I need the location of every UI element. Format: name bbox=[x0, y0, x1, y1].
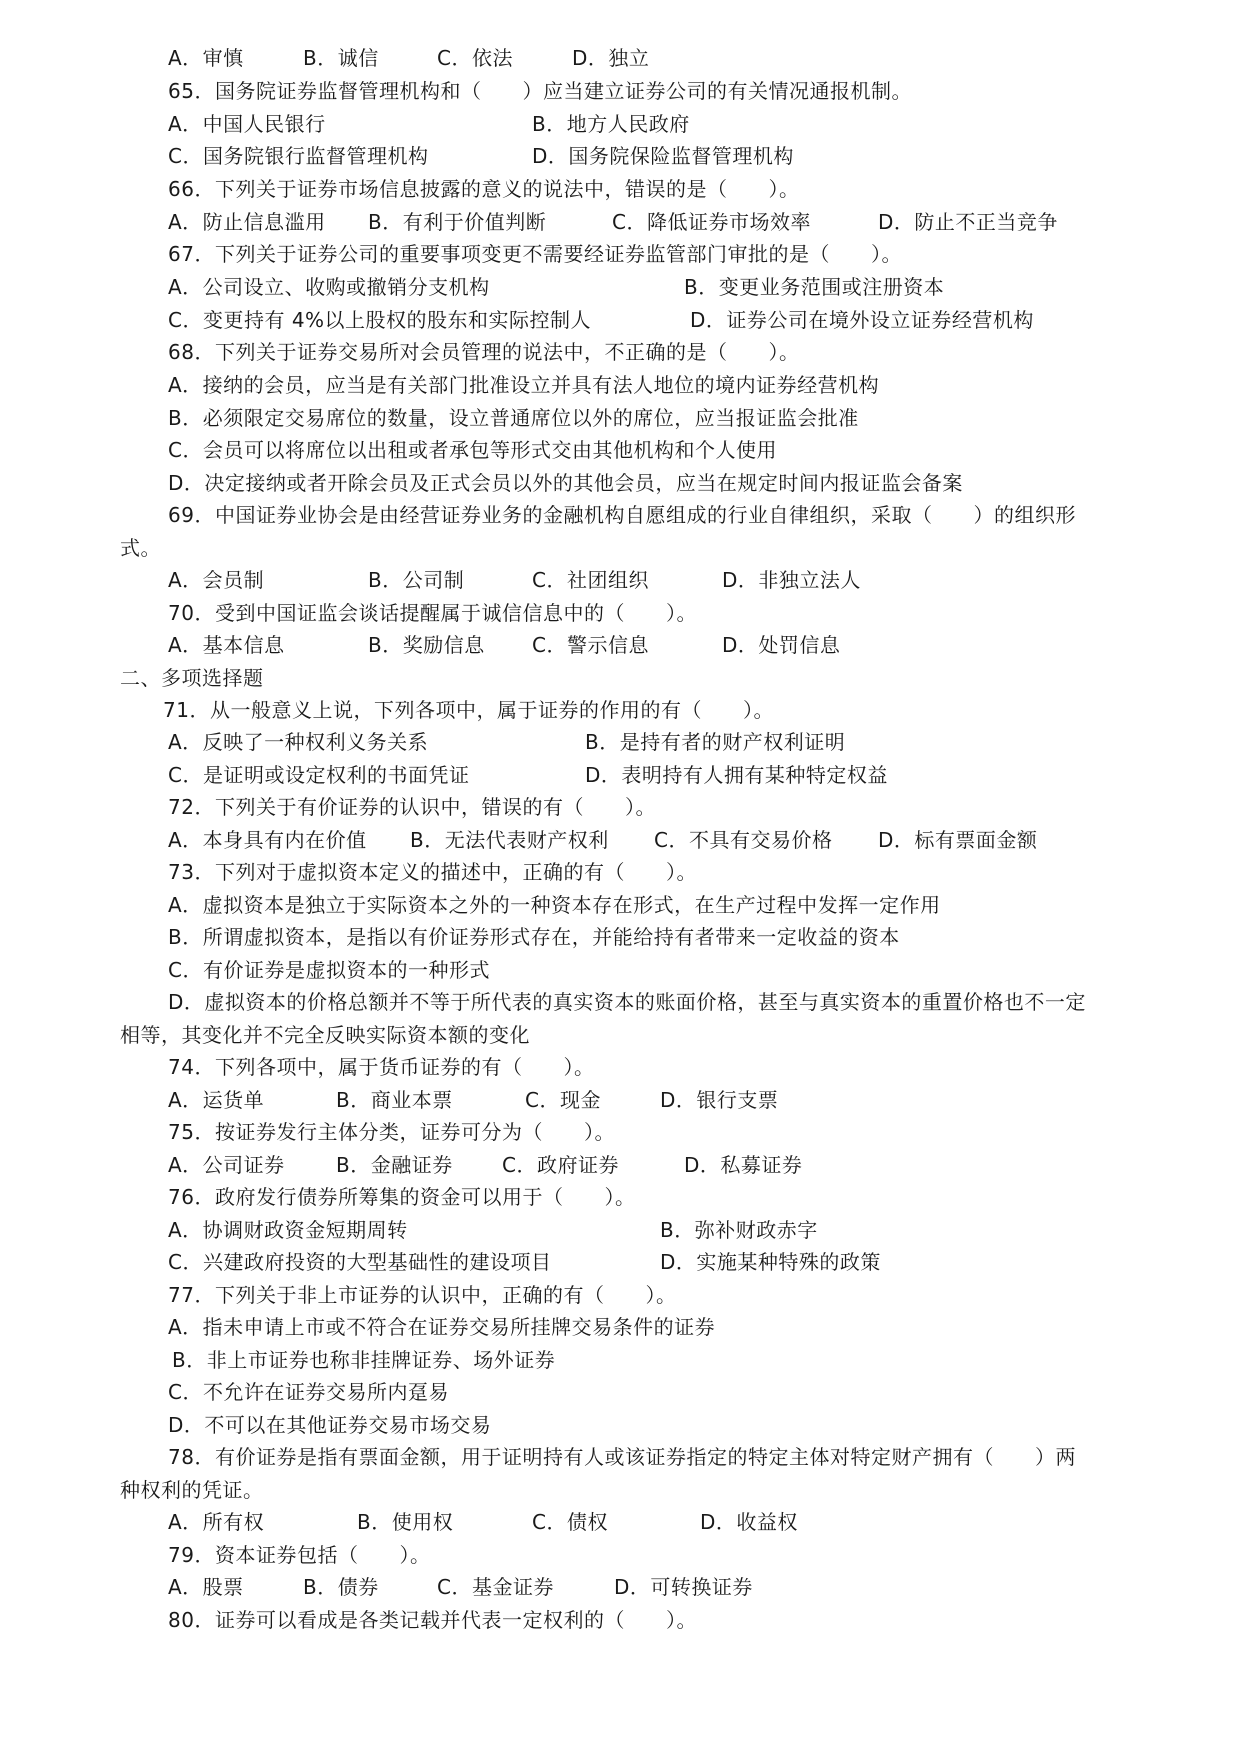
text-line bbox=[0, 662, 1241, 695]
text-line bbox=[0, 1604, 1241, 1637]
option-text: A．虚拟资本是独立于实际资本之外的一种资本存在形式，在生产过程中发挥一定作用 bbox=[168, 893, 941, 917]
option-text: C．会员可以将席位以出租或者承包等形式交由其他机构和个人使用 bbox=[168, 438, 777, 462]
option-text: B．诚信 bbox=[303, 46, 379, 70]
option-text: A．协调财政资金短期周转 bbox=[168, 1218, 408, 1242]
text-line bbox=[0, 1311, 1241, 1344]
text-line bbox=[0, 1376, 1241, 1409]
option-text: C．政府证券 bbox=[502, 1153, 619, 1177]
question-text: 67．下列关于证券公司的重要事项变更不需要经证券监管部门审批的是（ ）。 bbox=[168, 242, 902, 266]
text-line bbox=[0, 1246, 1241, 1279]
text-line bbox=[0, 1539, 1241, 1572]
text-line bbox=[0, 1149, 1241, 1182]
option-text: A．会员制 bbox=[168, 568, 265, 592]
option-text: B．奖励信息 bbox=[368, 633, 485, 657]
text-line bbox=[0, 532, 1241, 565]
text-line bbox=[0, 889, 1241, 922]
text-line bbox=[0, 499, 1241, 532]
option-text: B．非上市证券也称非挂牌证券、场外证券 bbox=[172, 1348, 556, 1372]
text-line bbox=[0, 1181, 1241, 1214]
text-line bbox=[0, 694, 1241, 727]
question-text: 71．从一般意义上说，下列各项中，属于证券的作用的有（ ）。 bbox=[163, 698, 774, 722]
option-text: C．基金证券 bbox=[437, 1575, 554, 1599]
text-line bbox=[0, 1279, 1241, 1312]
option-text: D．可转换证券 bbox=[614, 1575, 753, 1599]
option-text: C．依法 bbox=[437, 46, 513, 70]
option-text: C．是证明或设定权利的书面凭证 bbox=[168, 763, 470, 787]
option-text: C．不具有交易价格 bbox=[654, 828, 833, 852]
question-text: 76．政府发行债券所筹集的资金可以用于（ ）。 bbox=[168, 1185, 636, 1209]
option-text: B．无法代表财产权利 bbox=[410, 828, 609, 852]
option-text: A．中国人民银行 bbox=[168, 112, 326, 136]
option-text: B．有利于价值判断 bbox=[368, 210, 547, 234]
text-line bbox=[0, 108, 1241, 141]
option-text: D．独立 bbox=[572, 46, 650, 70]
option-text: C．不允许在证券交易所内趸易 bbox=[168, 1380, 449, 1404]
text-line bbox=[0, 140, 1241, 173]
text-line bbox=[0, 726, 1241, 759]
option-text: C．有价证券是虚拟资本的一种形式 bbox=[168, 958, 490, 982]
text-line bbox=[0, 402, 1241, 435]
option-text: A．公司设立、收购或撤销分支机构 bbox=[168, 275, 490, 299]
option-text: C．债权 bbox=[532, 1510, 608, 1534]
option-text: D．不可以在其他证券交易市场交易 bbox=[168, 1413, 492, 1437]
option-text: D．实施某种特殊的政策 bbox=[660, 1250, 881, 1274]
option-text: A．本身具有内在价值 bbox=[168, 828, 367, 852]
text-line bbox=[0, 1344, 1241, 1377]
text-line bbox=[0, 1051, 1241, 1084]
text-line bbox=[0, 986, 1241, 1019]
option-text: A．运货单 bbox=[168, 1088, 265, 1112]
text-line bbox=[0, 921, 1241, 954]
text-line bbox=[0, 1506, 1241, 1539]
question-text: 79．资本证券包括（ ）。 bbox=[168, 1543, 431, 1567]
option-text: B．是持有者的财产权利证明 bbox=[585, 730, 846, 754]
option-text: A．防止信息滥用 bbox=[168, 210, 326, 234]
text-line bbox=[0, 271, 1241, 304]
text-line bbox=[0, 1441, 1241, 1474]
option-text: A．接纳的会员，应当是有关部门批准设立并具有法人地位的境内证券经营机构 bbox=[168, 373, 880, 397]
question-text: 74．下列各项中，属于货币证券的有（ ）。 bbox=[168, 1055, 595, 1079]
text-line bbox=[0, 369, 1241, 402]
option-text: D．非独立法人 bbox=[722, 568, 861, 592]
text-line bbox=[0, 759, 1241, 792]
text-line bbox=[0, 791, 1241, 824]
text-line bbox=[0, 629, 1241, 662]
text-line bbox=[0, 1571, 1241, 1604]
question-text: 80．证券可以看成是各类记载并代表一定权利的（ ）。 bbox=[168, 1608, 697, 1632]
option-text: C．降低证券市场效率 bbox=[612, 210, 811, 234]
text-line bbox=[0, 597, 1241, 630]
option-text: B．必须限定交易席位的数量，设立普通席位以外的席位，应当报证监会批准 bbox=[168, 406, 859, 430]
option-text: A．公司证券 bbox=[168, 1153, 285, 1177]
option-text: D．证券公司在境外设立证券经营机构 bbox=[690, 308, 1034, 332]
question-text: 72．下列关于有价证券的认识中，错误的有（ ）。 bbox=[168, 795, 656, 819]
text-line bbox=[0, 304, 1241, 337]
text-line bbox=[0, 336, 1241, 369]
option-text: D．表明持有人拥有某种特定权益 bbox=[585, 763, 888, 787]
option-text: A．所有权 bbox=[168, 1510, 265, 1534]
option-text: D．私募证券 bbox=[684, 1153, 803, 1177]
question-text: 69．中国证券业协会是由经营证券业务的金融机构自愿组成的行业自律组织，采取（ ）的组织形 bbox=[168, 503, 1076, 527]
option-text: D．虚拟资本的价格总额并不等于所代表的真实资本的账面价格，甚至与真实资本的重置价格也不一定 bbox=[168, 990, 1086, 1014]
text-line bbox=[0, 42, 1241, 75]
option-text: B．弥补财政赤字 bbox=[660, 1218, 818, 1242]
text-line bbox=[0, 75, 1241, 108]
question-text: 66．下列关于证券市场信息披露的意义的说法中，错误的是（ ）。 bbox=[168, 177, 800, 201]
option-text: D．决定接纳或者开除会员及正式会员以外的其他会员，应当在规定时间内报证监会备案 bbox=[168, 471, 963, 495]
option-text: D．国务院保险监督管理机构 bbox=[532, 144, 794, 168]
option-text: A．股票 bbox=[168, 1575, 244, 1599]
option-text: A．审慎 bbox=[168, 46, 244, 70]
text-line bbox=[0, 1116, 1241, 1149]
question-text: 73．下列对于虚拟资本定义的描述中，正确的有（ ）。 bbox=[168, 860, 697, 884]
option-text: B．公司制 bbox=[368, 568, 465, 592]
body-text: 式。 bbox=[120, 536, 161, 560]
text-line bbox=[0, 954, 1241, 987]
text-line bbox=[0, 434, 1241, 467]
option-text: C．社团组织 bbox=[532, 568, 649, 592]
question-text: 75．按证券发行主体分类，证券可分为（ ）。 bbox=[168, 1120, 615, 1144]
option-text: B．使用权 bbox=[357, 1510, 454, 1534]
text-line bbox=[0, 1409, 1241, 1442]
option-text: B．所谓虚拟资本，是指以有价证券形式存在，并能给持有者带来一定收益的资本 bbox=[168, 925, 900, 949]
option-text: B．金融证券 bbox=[336, 1153, 453, 1177]
option-text: B．变更业务范围或注册资本 bbox=[684, 275, 945, 299]
text-line bbox=[0, 856, 1241, 889]
text-line bbox=[0, 238, 1241, 271]
question-text: 65．国务院证券监督管理机构和（ ）应当建立证券公司的有关情况通报机制。 bbox=[168, 79, 912, 103]
text-line bbox=[0, 1019, 1241, 1052]
option-text: C．现金 bbox=[525, 1088, 601, 1112]
option-text: A．指未申请上市或不符合在证券交易所挂牌交易条件的证券 bbox=[168, 1315, 716, 1339]
option-text: D．处罚信息 bbox=[722, 633, 841, 657]
text-line bbox=[0, 173, 1241, 206]
option-text: D．银行支票 bbox=[660, 1088, 779, 1112]
option-text: B．地方人民政府 bbox=[532, 112, 690, 136]
question-text: 77．下列关于非上市证券的认识中，正确的有（ ）。 bbox=[168, 1283, 677, 1307]
option-text: B．商业本票 bbox=[336, 1088, 453, 1112]
text-line bbox=[0, 1214, 1241, 1247]
text-line bbox=[0, 206, 1241, 239]
question-text: 68．下列关于证券交易所对会员管理的说法中，不正确的是（ ）。 bbox=[168, 340, 800, 364]
text-line bbox=[0, 1084, 1241, 1117]
text-line bbox=[0, 824, 1241, 857]
option-text: A．基本信息 bbox=[168, 633, 285, 657]
option-text: D．防止不正当竞争 bbox=[878, 210, 1058, 234]
text-line bbox=[0, 564, 1241, 597]
option-text: C．警示信息 bbox=[532, 633, 649, 657]
option-text: C．变更持有 4%以上股权的股东和实际控制人 bbox=[168, 308, 592, 332]
body-text: 二、多项选择题 bbox=[120, 666, 264, 690]
question-text: 78．有价证券是指有票面金额，用于证明持有人或该证券指定的特定主体对特定财产拥有（ ）两 bbox=[168, 1445, 1076, 1469]
option-text: C．兴建政府投资的大型基础性的建设项目 bbox=[168, 1250, 552, 1274]
option-text: A．反映了一种权利义务关系 bbox=[168, 730, 429, 754]
option-text: D．标有票面金额 bbox=[878, 828, 1038, 852]
text-line bbox=[0, 1474, 1241, 1507]
option-text: B．债券 bbox=[303, 1575, 379, 1599]
option-text: C．国务院银行监督管理机构 bbox=[168, 144, 429, 168]
body-text: 相等，其变化并不完全反映实际资本额的变化 bbox=[120, 1023, 530, 1047]
question-text: 70．受到中国证监会谈话提醒属于诚信信息中的（ ）。 bbox=[168, 601, 697, 625]
text-line bbox=[0, 467, 1241, 500]
option-text: D．收益权 bbox=[700, 1510, 798, 1534]
body-text: 种权利的凭证。 bbox=[120, 1478, 264, 1502]
